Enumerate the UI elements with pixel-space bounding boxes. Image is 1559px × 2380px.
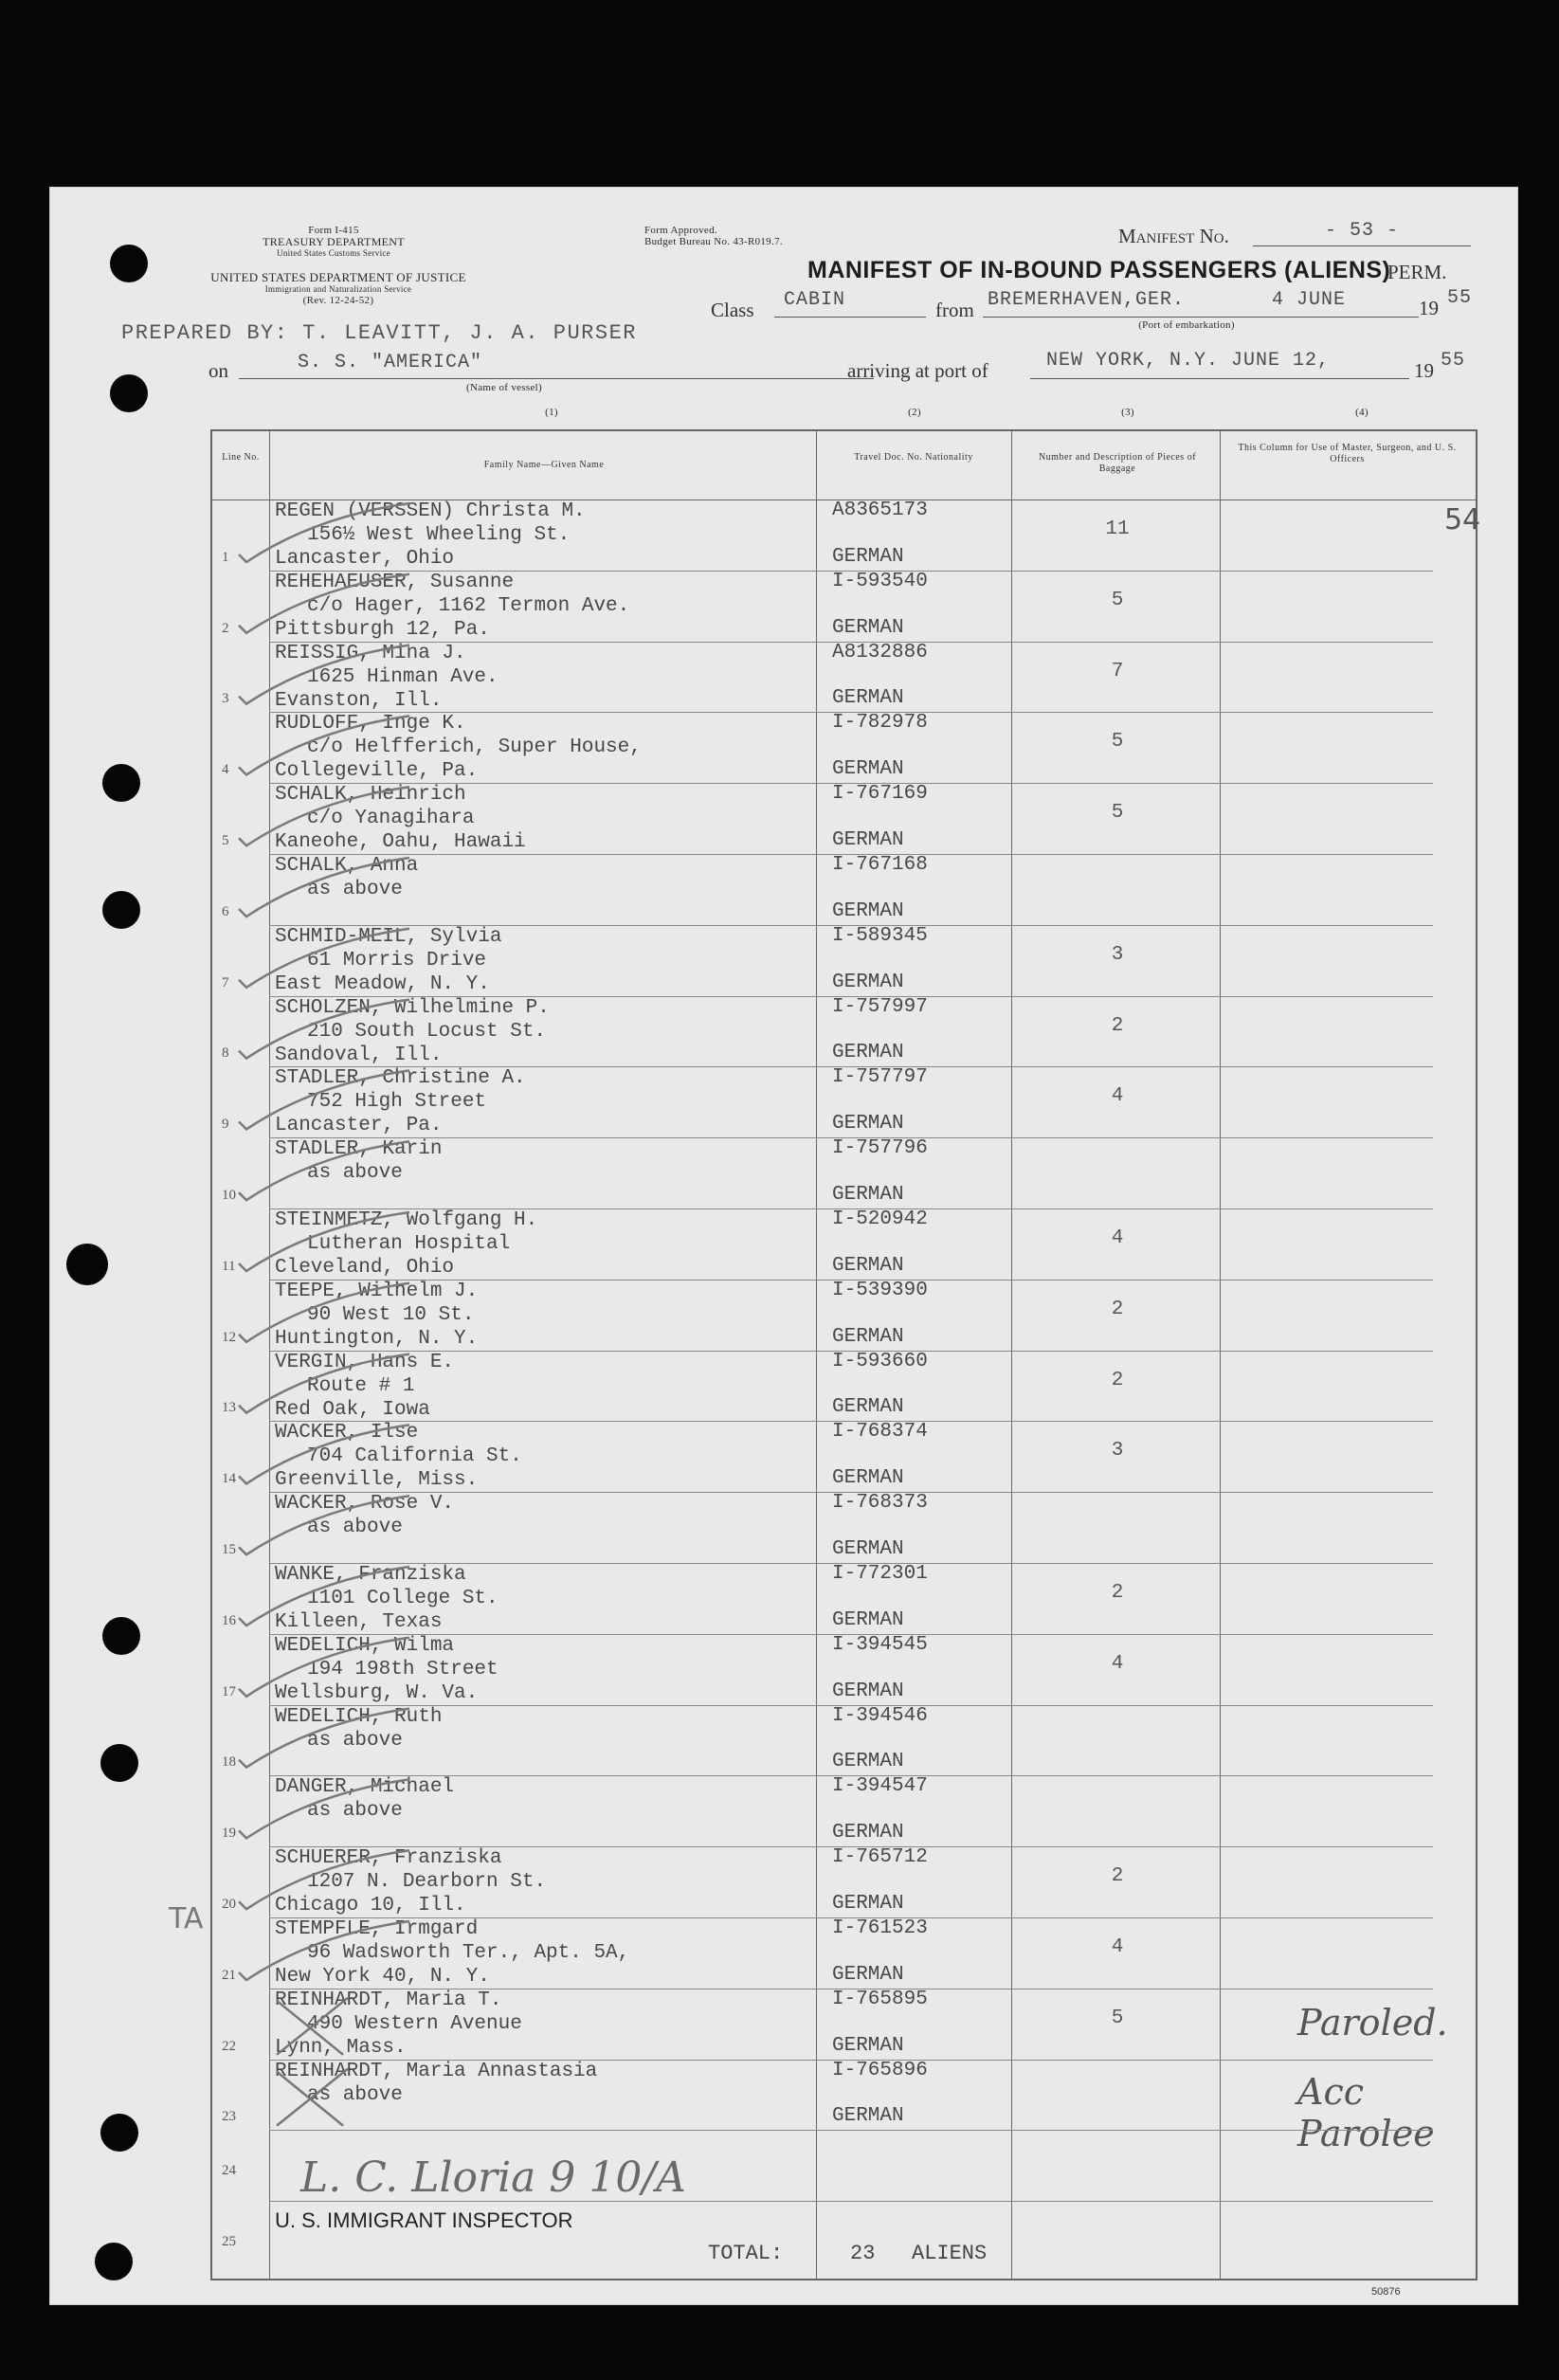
travel-doc-number: I-593660 bbox=[832, 1350, 928, 1372]
baggage-count: 2 bbox=[1111, 1582, 1124, 1604]
punch-hole bbox=[102, 891, 140, 929]
nationality: GERMAN bbox=[832, 616, 904, 639]
check-mark bbox=[239, 716, 409, 774]
passenger-address: 1207 N. Dearborn St. bbox=[307, 1871, 547, 1894]
embarkation-year-prefix: 19 bbox=[1419, 297, 1439, 319]
nationality: GERMAN bbox=[832, 687, 904, 710]
passenger-name: SCHMID-MEIL, Sylvia bbox=[275, 925, 502, 948]
check-mark bbox=[239, 503, 409, 562]
on-label: on bbox=[208, 359, 228, 382]
punch-hole bbox=[100, 2114, 138, 2152]
line-number: 8 bbox=[222, 1045, 229, 1062]
travel-doc-number: I-761523 bbox=[832, 1917, 928, 1939]
passenger-name: VERGIN, Hans E. bbox=[275, 1351, 455, 1373]
passenger-address: Lancaster, Pa. bbox=[275, 1115, 443, 1137]
passenger-name: DANGER, Michael bbox=[275, 1776, 455, 1799]
baggage-count: 11 bbox=[1105, 518, 1130, 540]
passenger-address: Cleveland, Ohio bbox=[275, 1257, 455, 1279]
nationality: GERMAN bbox=[832, 1396, 904, 1419]
travel-doc-number: A8365173 bbox=[832, 500, 928, 521]
passenger-address: Collegeville, Pa. bbox=[275, 760, 479, 783]
line-number: 25 bbox=[222, 2233, 236, 2249]
passenger-name: STEINMETZ, Wolfgang H. bbox=[275, 1209, 538, 1231]
baggage-count: 3 bbox=[1111, 1440, 1124, 1463]
form-approved: Form Approved. bbox=[644, 225, 717, 236]
travel-doc-number: A8132886 bbox=[832, 641, 928, 663]
line-number: 17 bbox=[222, 1683, 236, 1699]
vessel-caption: (Name of vessel) bbox=[466, 382, 542, 393]
passenger-address: Chicago 10, Ill. bbox=[275, 1895, 466, 1917]
passenger-address: c/o Hager, 1162 Termon Ave. bbox=[307, 594, 630, 617]
embarkation-year: 55 bbox=[1447, 287, 1473, 309]
nationality: GERMAN bbox=[832, 1325, 904, 1348]
arrival-year: 55 bbox=[1441, 350, 1466, 372]
manifest-page bbox=[49, 187, 1518, 2305]
col-number-2: (2) bbox=[908, 407, 921, 418]
header-family-name: Family Name—Given Name bbox=[483, 460, 605, 470]
travel-doc-number: I-394547 bbox=[832, 1775, 928, 1798]
passenger-address: as above bbox=[307, 2083, 403, 2106]
from-label: from bbox=[935, 299, 974, 321]
travel-doc-number: I-539390 bbox=[832, 1279, 928, 1301]
nationality: GERMAN bbox=[832, 1680, 904, 1702]
passenger-name: RUDLOFF, Inge K. bbox=[275, 713, 466, 736]
baggage-count: 3 bbox=[1111, 943, 1124, 966]
header-line-no: Line No. bbox=[222, 452, 260, 463]
officer-note: 54 bbox=[1444, 503, 1481, 536]
passenger-address: Red Oak, Iowa bbox=[275, 1398, 430, 1421]
travel-doc-number: I-520942 bbox=[832, 1208, 928, 1230]
check-mark bbox=[239, 1496, 409, 1554]
check-mark bbox=[239, 1709, 409, 1768]
line-number: 16 bbox=[222, 1612, 236, 1628]
line-number: 10 bbox=[222, 1187, 236, 1203]
arrival-port-date: NEW YORK, N.Y. JUNE 12, bbox=[1046, 350, 1331, 372]
nationality: GERMAN bbox=[832, 1113, 904, 1135]
passenger-name: TEEPE, Wilhelm J. bbox=[275, 1280, 479, 1302]
total-count: 23 bbox=[850, 2242, 876, 2265]
nationality: GERMAN bbox=[832, 1042, 904, 1064]
travel-doc-number: I-394545 bbox=[832, 1633, 928, 1656]
passenger-name: REHEHAEUSER, Susanne bbox=[275, 571, 515, 593]
baggage-count: 5 bbox=[1111, 589, 1124, 611]
passenger-name: STADLER, Karin bbox=[275, 1138, 443, 1161]
passenger-name: SCHALK, Heinrich bbox=[275, 784, 466, 807]
doj-title: UNITED STATES DEPARTMENT OF JUSTICE bbox=[210, 270, 466, 284]
manifest-title: MANIFEST OF IN-BOUND PASSENGERS (ALIENS) bbox=[807, 257, 1391, 283]
baggage-count: 2 bbox=[1111, 1298, 1124, 1320]
travel-doc-number: I-757796 bbox=[832, 1137, 928, 1160]
baggage-count: 4 bbox=[1111, 1227, 1124, 1249]
passenger-name: REINHARDT, Maria T. bbox=[275, 1989, 502, 2011]
arrival-year-prefix: 19 bbox=[1414, 359, 1434, 382]
check-mark bbox=[239, 1921, 409, 1980]
line-number: 14 bbox=[222, 1471, 236, 1487]
manifest-no-label: Manifest No. bbox=[1118, 225, 1229, 247]
check-mark bbox=[239, 1283, 409, 1342]
nationality: GERMAN bbox=[832, 971, 904, 993]
passenger-address: 210 South Locust St. bbox=[307, 1020, 547, 1043]
passenger-name: REINHARDT, Maria Annastasia bbox=[275, 2060, 598, 2082]
header-officers: This Column for Use of Master, Surgeon, and U. S. Officers bbox=[1238, 443, 1457, 464]
passenger-address: 90 West 10 St. bbox=[307, 1303, 475, 1326]
nationality: GERMAN bbox=[832, 1822, 904, 1844]
class-label: Class bbox=[711, 299, 754, 321]
travel-doc-number: I-767168 bbox=[832, 854, 928, 876]
passenger-address: c/o Helfferich, Super House, bbox=[307, 736, 642, 759]
baggage-count: 4 bbox=[1111, 1085, 1124, 1108]
passenger-address: Pittsburgh 12, Pa. bbox=[275, 618, 490, 641]
nationality: GERMAN bbox=[832, 1892, 904, 1915]
check-mark bbox=[239, 1567, 409, 1626]
passenger-address: c/o Yanagihara bbox=[307, 808, 475, 830]
travel-doc-number: I-782978 bbox=[832, 712, 928, 735]
from-value: BREMERHAVEN,GER. bbox=[988, 289, 1186, 311]
nationality: GERMAN bbox=[832, 545, 904, 568]
passenger-address: 96 Wadsworth Ter., Apt. 5A, bbox=[307, 1942, 630, 1964]
prepared-by: PREPARED BY: T. LEAVITT, J. A. PURSER bbox=[121, 321, 637, 345]
passenger-address: as above bbox=[307, 1517, 403, 1539]
punch-hole bbox=[102, 764, 140, 802]
line-number: 6 bbox=[222, 903, 229, 919]
nationality: GERMAN bbox=[832, 1183, 904, 1206]
passenger-address: 194 198th Street bbox=[307, 1658, 499, 1681]
punch-hole bbox=[110, 374, 148, 412]
line-number: 9 bbox=[222, 1117, 229, 1133]
line-number: 11 bbox=[222, 1258, 236, 1274]
passenger-address: Greenville, Miss. bbox=[275, 1469, 479, 1492]
passenger-address: as above bbox=[307, 879, 403, 900]
passenger-address: Lynn, Mass. bbox=[275, 2036, 407, 2059]
check-marks-layer bbox=[49, 187, 1518, 2305]
inspector-label: U. S. IMMIGRANT INSPECTOR bbox=[275, 2208, 573, 2232]
check-mark bbox=[239, 858, 409, 917]
nationality: GERMAN bbox=[832, 828, 904, 851]
punch-hole bbox=[100, 1744, 138, 1782]
passenger-address: 1101 College St. bbox=[307, 1588, 499, 1609]
baggage-count: 5 bbox=[1111, 731, 1124, 754]
col-number-1: (1) bbox=[545, 407, 558, 418]
line-number: 5 bbox=[222, 832, 229, 848]
cross-mark bbox=[277, 2069, 348, 2126]
check-mark bbox=[239, 1779, 409, 1838]
line-number: 1 bbox=[222, 549, 229, 565]
travel-doc-number: I-765895 bbox=[832, 1988, 928, 2010]
travel-doc-number: I-765896 bbox=[832, 2059, 928, 2081]
passenger-name: WEDELICH, Wilma bbox=[275, 1634, 455, 1657]
baggage-count: 7 bbox=[1111, 660, 1124, 682]
line-number: 24 bbox=[222, 2163, 236, 2179]
passenger-address: Route # 1 bbox=[307, 1374, 415, 1397]
passenger-address: as above bbox=[307, 1729, 403, 1752]
passenger-address: as above bbox=[307, 1162, 403, 1185]
line-number: 12 bbox=[222, 1329, 236, 1345]
travel-doc-number: I-767169 bbox=[832, 783, 928, 806]
nationality: GERMAN bbox=[832, 1467, 904, 1490]
baggage-count: 4 bbox=[1111, 1936, 1124, 1958]
ins-title: Immigration and Naturalization Service bbox=[264, 284, 412, 294]
passenger-address: Kaneohe, Oahu, Hawaii bbox=[275, 831, 526, 854]
nationality: GERMAN bbox=[832, 1751, 904, 1773]
inspector-signature: L. C. Lloria 9 10/A bbox=[300, 2153, 686, 2202]
vessel-name: S. S. "AMERICA" bbox=[298, 352, 483, 373]
line-number: 21 bbox=[222, 1967, 236, 1983]
class-value: CABIN bbox=[784, 289, 846, 311]
baggage-count: 2 bbox=[1111, 1014, 1124, 1037]
arriving-label: arriving at port of bbox=[847, 359, 988, 382]
margin-initials: TA bbox=[169, 1902, 204, 1935]
customs-service: United States Customs Service bbox=[277, 248, 390, 258]
line-number: 2 bbox=[222, 620, 229, 636]
travel-doc-number: I-589345 bbox=[832, 924, 928, 947]
nationality: GERMAN bbox=[832, 2034, 904, 2057]
cross-mark bbox=[277, 1998, 348, 2055]
passenger-address: 490 Western Avenue bbox=[307, 2012, 522, 2035]
passenger-address: New York 40, N. Y. bbox=[275, 1966, 490, 1988]
check-mark bbox=[239, 1638, 409, 1697]
budget-bureau: Budget Bureau No. 43-R019.7. bbox=[644, 236, 783, 247]
col-number-4: (4) bbox=[1355, 407, 1369, 418]
passenger-address: Lutheran Hospital bbox=[307, 1233, 511, 1255]
col-number-3: (3) bbox=[1121, 407, 1134, 418]
passenger-address: 752 High Street bbox=[307, 1091, 487, 1114]
baggage-count: 5 bbox=[1111, 2007, 1124, 2029]
nationality: GERMAN bbox=[832, 2105, 904, 2128]
line-number: 13 bbox=[222, 1400, 236, 1416]
punch-hole bbox=[102, 1617, 140, 1655]
line-number: 19 bbox=[222, 1826, 236, 1842]
passenger-name: STADLER, Christine A. bbox=[275, 1067, 526, 1090]
nationality: GERMAN bbox=[832, 1537, 904, 1560]
officer-note: Paroled. bbox=[1297, 2001, 1448, 2044]
nationality: GERMAN bbox=[832, 758, 904, 781]
passenger-name: SCHUERER, Franziska bbox=[275, 1847, 502, 1870]
line-number: 7 bbox=[222, 974, 229, 990]
baggage-count: 2 bbox=[1111, 1865, 1124, 1888]
form-number: Form I-415 bbox=[308, 225, 359, 236]
passenger-address: 1625 Hinman Ave. bbox=[307, 665, 499, 688]
passenger-address: Huntington, N. Y. bbox=[275, 1327, 479, 1350]
officer-note: Acc Parolee bbox=[1297, 2070, 1435, 2154]
passenger-name: STEMPFLE, Irmgard bbox=[275, 1918, 479, 1940]
line-number: 18 bbox=[222, 1754, 236, 1771]
passenger-address: 61 Morris Drive bbox=[307, 949, 487, 972]
header-baggage: Number and Description of Pieces of Baggage bbox=[1038, 452, 1197, 474]
treasury-department: TREASURY DEPARTMENT bbox=[263, 235, 405, 248]
check-mark bbox=[239, 929, 409, 988]
check-mark bbox=[239, 1070, 409, 1129]
travel-doc-number: I-593540 bbox=[832, 570, 928, 592]
check-mark bbox=[239, 574, 409, 633]
line-number: 20 bbox=[222, 1896, 236, 1912]
check-mark bbox=[239, 645, 409, 704]
passenger-address: Evanston, Ill. bbox=[275, 689, 443, 712]
passenger-address: 156½ West Wheeling St. bbox=[307, 524, 571, 546]
form-code: 50876 bbox=[1371, 2286, 1401, 2298]
passenger-name: WEDELICH, Ruth bbox=[275, 1705, 443, 1728]
total-label: TOTAL: bbox=[708, 2242, 784, 2265]
check-mark bbox=[239, 1850, 409, 1909]
travel-doc-number: I-772301 bbox=[832, 1563, 928, 1585]
punch-hole bbox=[66, 1244, 108, 1285]
passenger-address: Lancaster, Ohio bbox=[275, 548, 455, 570]
nationality: GERMAN bbox=[832, 899, 904, 922]
travel-doc-number: I-757997 bbox=[832, 995, 928, 1018]
passenger-address: Wellsburg, W. Va. bbox=[275, 1681, 479, 1704]
passenger-name: SCHALK, Anna bbox=[275, 855, 419, 877]
passenger-address: 704 California St. bbox=[307, 1445, 522, 1468]
revision-date: (Rev. 12-24-52) bbox=[302, 295, 374, 306]
check-mark bbox=[239, 1425, 409, 1483]
baggage-count: 5 bbox=[1111, 802, 1124, 825]
baggage-count: 2 bbox=[1111, 1369, 1124, 1391]
punch-hole bbox=[95, 2243, 133, 2280]
passenger-name: WACKER, Rose V. bbox=[275, 1493, 455, 1516]
nationality: GERMAN bbox=[832, 1608, 904, 1631]
travel-doc-number: I-768374 bbox=[832, 1421, 928, 1444]
perm-label: PERM. bbox=[1387, 261, 1447, 283]
port-caption: (Port of embarkation) bbox=[1138, 319, 1235, 331]
passenger-name: WACKER, Ilse bbox=[275, 1422, 419, 1444]
punch-hole bbox=[110, 245, 148, 282]
passenger-address: Sandoval, Ill. bbox=[275, 1044, 443, 1066]
baggage-count: 4 bbox=[1111, 1652, 1124, 1675]
check-mark bbox=[239, 1354, 409, 1413]
nationality: GERMAN bbox=[832, 1963, 904, 1986]
check-mark bbox=[239, 1000, 409, 1059]
line-number: 23 bbox=[222, 2109, 236, 2125]
line-number: 15 bbox=[222, 1541, 236, 1557]
line-number: 4 bbox=[222, 762, 229, 778]
line-number: 3 bbox=[222, 691, 229, 707]
header-travel-doc: Travel Doc. No. Nationality bbox=[854, 452, 973, 463]
manifest-no-value: - 53 - bbox=[1324, 220, 1399, 242]
passenger-address: East Meadow, N. Y. bbox=[275, 972, 490, 995]
check-mark bbox=[239, 1141, 409, 1200]
embarkation-day: 4 JUNE bbox=[1272, 289, 1347, 311]
passenger-name: WANKE, Franziska bbox=[275, 1564, 466, 1586]
passenger-address: Killeen, Texas bbox=[275, 1611, 443, 1633]
line-number: 22 bbox=[222, 2038, 236, 2054]
check-mark bbox=[239, 1212, 409, 1271]
travel-doc-number: I-394546 bbox=[832, 1704, 928, 1727]
travel-doc-number: I-757797 bbox=[832, 1066, 928, 1089]
passenger-name: REISSIG, Mina J. bbox=[275, 642, 466, 664]
nationality: GERMAN bbox=[832, 1254, 904, 1277]
passenger-name: SCHOLZEN, Wilhelmine P. bbox=[275, 996, 550, 1019]
passenger-address: as above bbox=[307, 1800, 403, 1823]
passenger-name: REGEN (VERSSEN) Christa M. bbox=[275, 500, 586, 522]
check-mark bbox=[239, 787, 409, 845]
travel-doc-number: I-765712 bbox=[832, 1846, 928, 1869]
travel-doc-number: I-768373 bbox=[832, 1492, 928, 1515]
total-unit: ALIENS bbox=[912, 2242, 988, 2265]
